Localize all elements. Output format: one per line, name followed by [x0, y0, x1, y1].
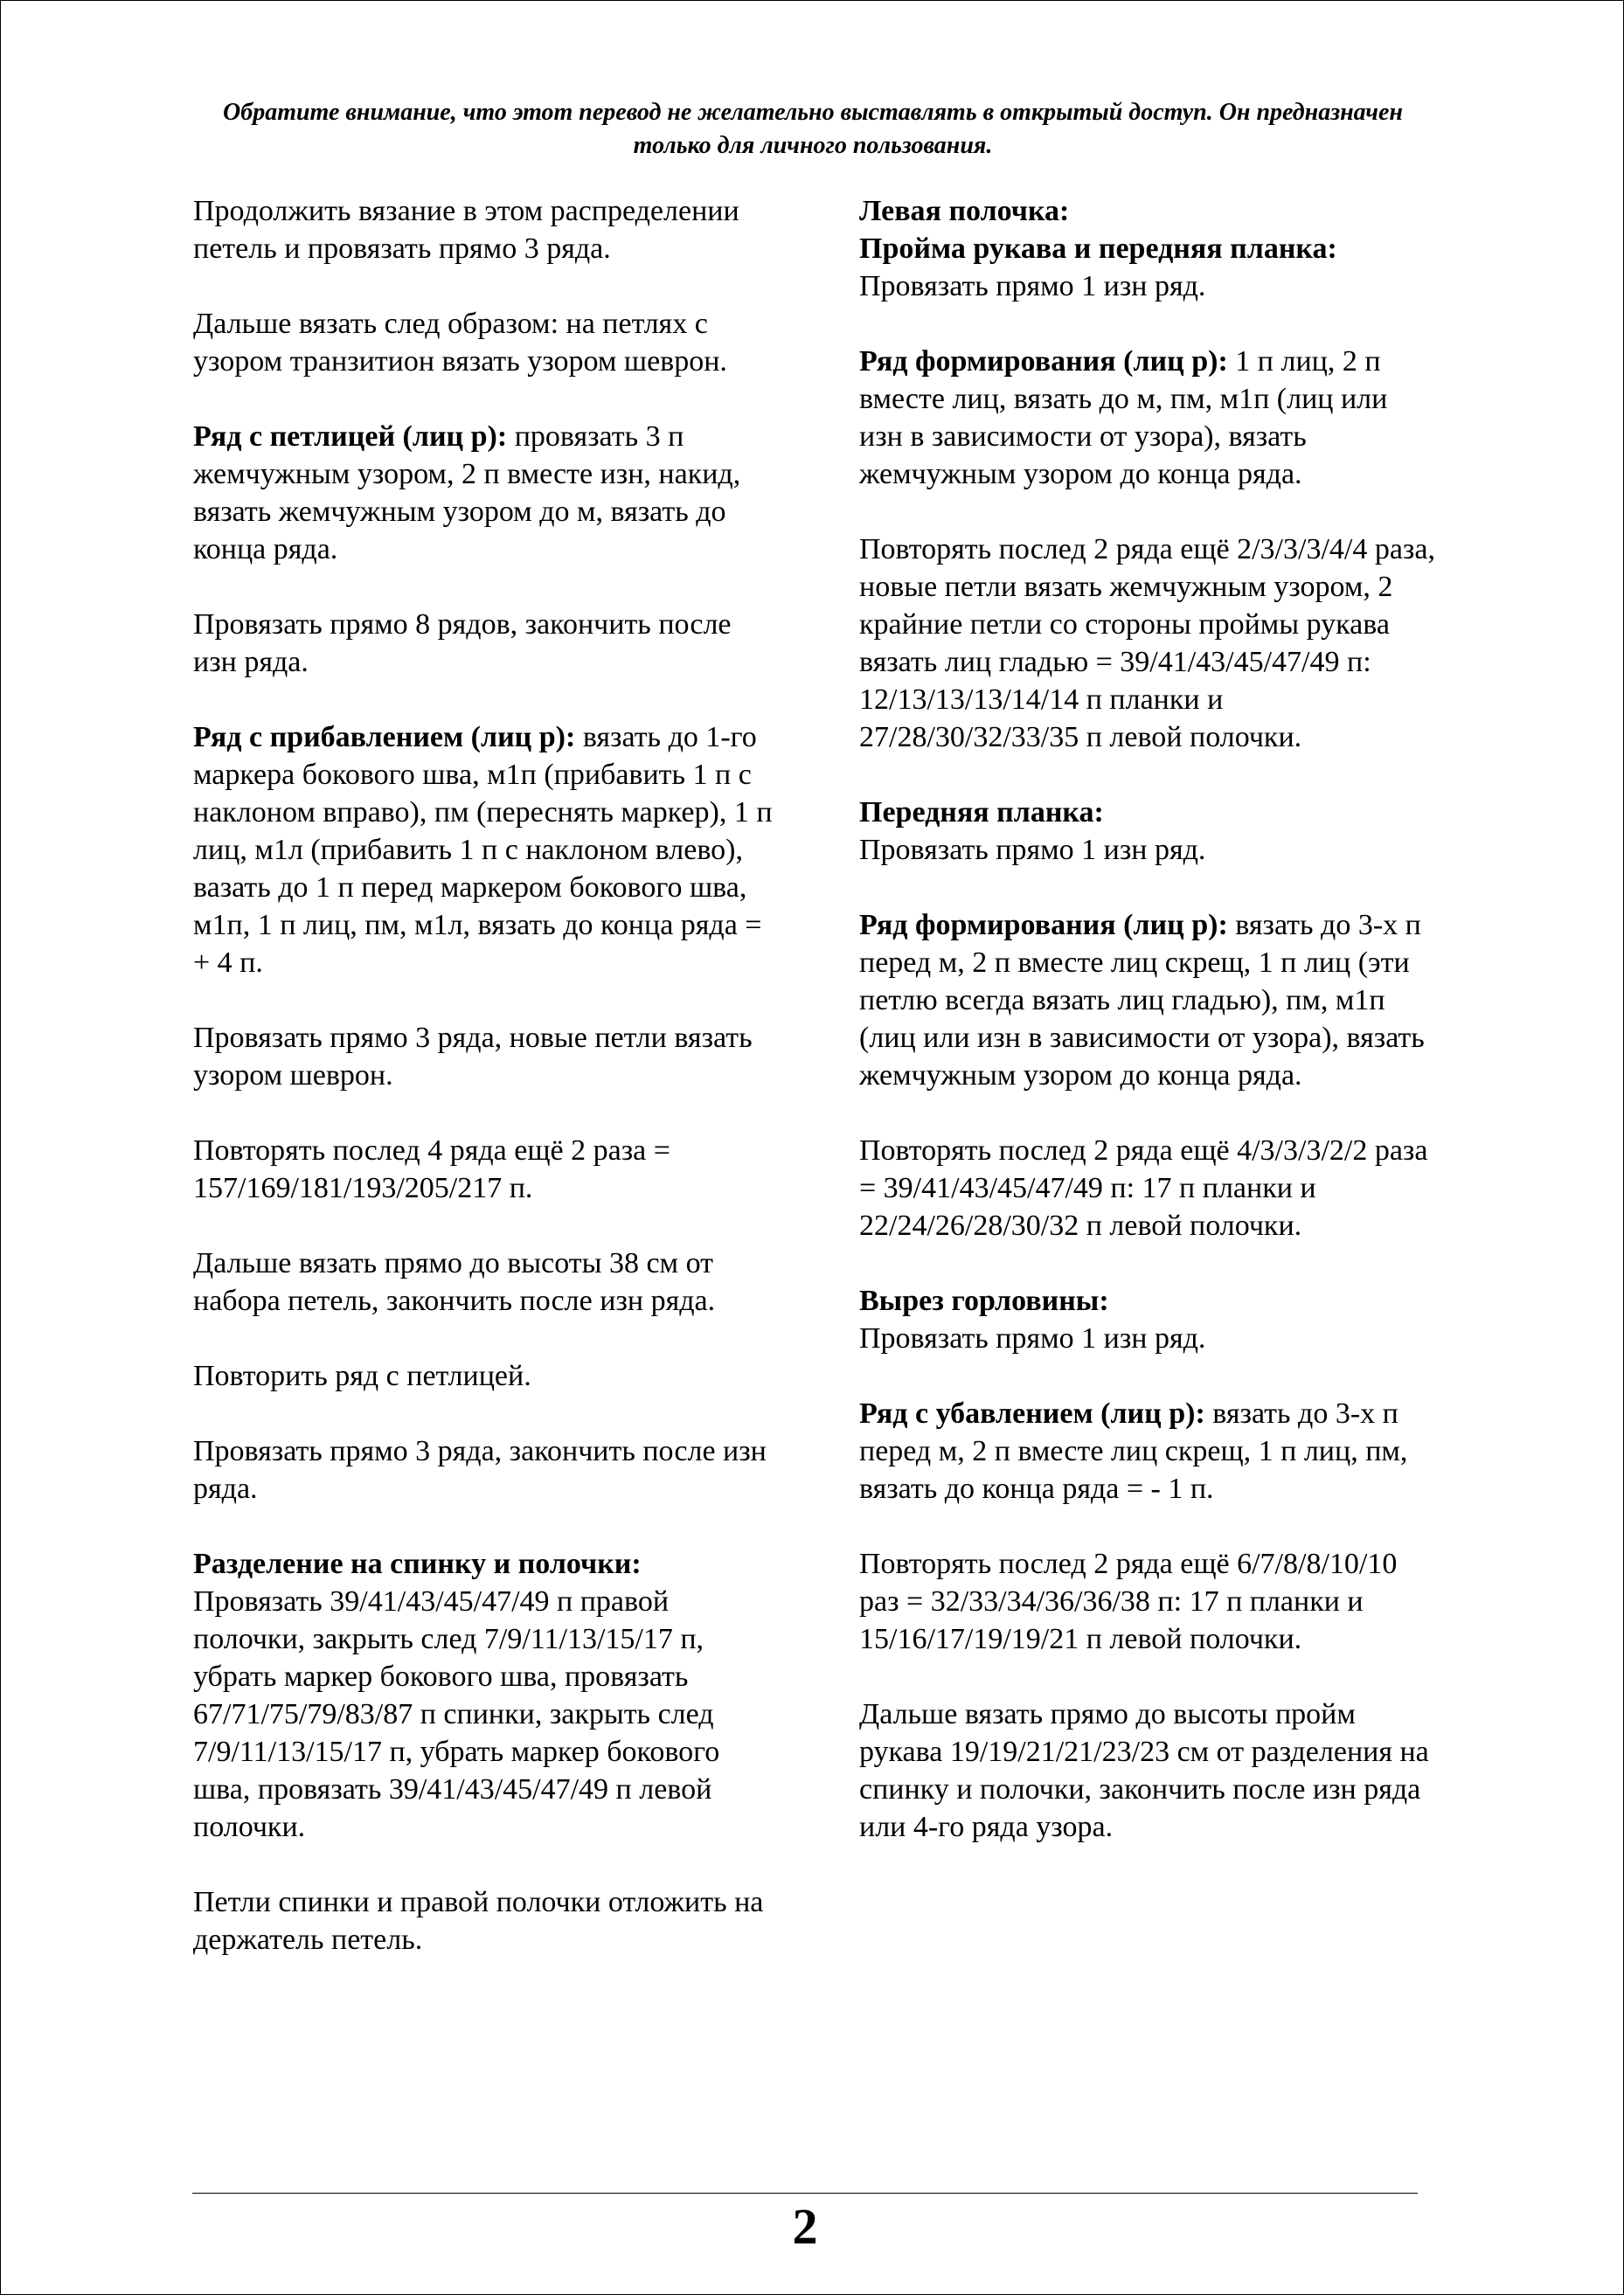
paragraph: [859, 1545, 1436, 1658]
paragraph-text: Провязать прямо 1 изн ряд.: [859, 1322, 1206, 1355]
paragraph: [859, 794, 1436, 869]
paragraph: [859, 530, 1436, 756]
paragraph: [193, 606, 779, 681]
paragraph: [859, 1282, 1436, 1357]
paragraph: [193, 305, 779, 380]
paragraph: [193, 1357, 779, 1395]
paragraph: [193, 1245, 779, 1320]
paragraph-heading: Ряд формирования (лиц р):: [859, 345, 1228, 378]
paragraph-text: Повторять послед 2 ряда ещё 2/3/3/3/4/4 раза, новые петли вязать жемчужным узором, 2 крайние петли со стороны проймы рукава вязать лиц гладью = 39/41/43/45/47/49 п: 12/13/13/13/14/14 п планки и 27/28/30/32/33/35 п левой полочки.: [859, 533, 1435, 753]
paragraph: [859, 1395, 1436, 1508]
section-heading: Разделение на спинку и полочки:: [193, 1548, 642, 1580]
paragraph-text: Провязать прямо 3 ряда, закончить после изн ряда.: [193, 1435, 767, 1505]
paragraph-text: провязать 3 п жемчужным узором, 2 п вместе изн, накид, вязать жемчужным узором до м, вязать до конца ряда.: [193, 420, 741, 565]
paragraph: [859, 1132, 1436, 1245]
section-heading: Левая полочка:: [859, 195, 1070, 227]
paragraph-heading: Ряд с петлицей (лиц р):: [193, 420, 508, 453]
paragraph: [193, 1883, 779, 1959]
paragraph-text: Дальше вязать прямо до высоты 38 см от набора петель, закончить после изн ряда.: [193, 1247, 716, 1317]
paragraph: [193, 192, 779, 267]
copyright-notice: Обратите внимание, что этот перевод не желательно выставлять в открытый доступ. Он предназначен только для личного пользования.: [223, 99, 1403, 159]
paragraph-text: Провязать прямо 1 изн ряд.: [859, 834, 1206, 866]
paragraph: [193, 1019, 779, 1094]
paragraph-text: Дальше вязать след образом: на петлях с узором транзитион вязать узором шеврон.: [193, 308, 727, 378]
paragraph-text: Дальше вязать прямо до высоты пройм рукава 19/19/21/21/23/23 см от разделения на спинку и полочки, закончить после изн ряда или 4-го ряда узора.: [859, 1698, 1429, 1843]
paragraph: [193, 1545, 779, 1846]
paragraph-heading: Ряд с прибавлением (лиц р):: [193, 721, 576, 753]
page-number: 2: [792, 2198, 818, 2255]
paragraph: [859, 906, 1436, 1094]
right-column: [859, 192, 1436, 1883]
paragraph: [859, 1695, 1436, 1846]
paragraph-text: Повторять послед 2 ряда ещё 6/7/8/8/10/10 раз = 32/33/34/36/36/38 п: 17 п планки и 15/16/17/19/19/21 п левой полочки.: [859, 1548, 1398, 1655]
paragraph-text: 1 п лиц, 2 п вместе лиц, вязать до м, пм, м1п (лиц или изн в зависимости от узора), вязать жемчужным узором до конца ряда.: [859, 345, 1388, 490]
paragraph-text: Провязать прямо 8 рядов, закончить после изн ряда.: [193, 608, 732, 678]
paragraph: [859, 192, 1436, 305]
section-heading: Вырез горловины:: [859, 1285, 1109, 1317]
paragraph-text: Провязать прямо 3 ряда, новые петли вязать узором шеврон.: [193, 1022, 753, 1092]
section-subheading: Пройма рукава и передняя планка:: [859, 232, 1337, 265]
paragraph: [193, 1432, 779, 1508]
section-heading: Передняя планка:: [859, 796, 1104, 829]
paragraph-text: Повторить ряд с петлицей.: [193, 1360, 531, 1392]
left-column: [193, 192, 779, 1996]
paragraph-text: Провязать прямо 1 изн ряд.: [859, 270, 1206, 302]
paragraph-text: вязать до 3-х п перед м, 2 п вместе лиц скрещ, 1 п лиц (эти петлю всегда вязать лиц гладью), пм, м1п (лиц или изн в зависимости от узора), вязать жемчужным узором до конца ряда.: [859, 909, 1425, 1092]
paragraph-text: вязать до 3-х п перед м, 2 п вместе лиц скрещ, 1 п лиц, пм, вязать до конца ряда = - 1 п.: [859, 1397, 1408, 1505]
paragraph-text: Повторять послед 4 ряда ещё 2 раза = 157/169/181/193/205/217 п.: [193, 1134, 670, 1204]
paragraph-heading: Ряд формирования (лиц р):: [859, 909, 1228, 941]
paragraph-heading: Ряд с убавлением (лиц р):: [859, 1397, 1205, 1430]
paragraph-text: Петли спинки и правой полочки отложить на держатель петель.: [193, 1886, 764, 1956]
paragraph: [193, 718, 779, 981]
paragraph: [859, 343, 1436, 493]
paragraph-text: Продолжить вязание в этом распределении петель и провязать прямо 3 ряда.: [193, 195, 739, 265]
paragraph-text: Повторять послед 2 ряда ещё 4/3/3/3/2/2 раза = 39/41/43/45/47/49 п: 17 п планки и 22/24/26/28/30/32 п левой полочки.: [859, 1134, 1428, 1242]
paragraph: [193, 418, 779, 568]
paragraph-text: вязать до 1-го маркера бокового шва, м1п (прибавить 1 п с наклоном вправо), пм (переснять маркер), 1 п лиц, м1л (прибавить 1 п с наклоном влево), вазать до 1 п перед маркером бокового шва, м1п, 1 п лиц, пм, м1л, вязать до конца ряда = + 4 п.: [193, 721, 773, 979]
paragraph: [193, 1132, 779, 1207]
paragraph-text: Провязать 39/41/43/45/47/49 п правой полочки, закрыть след 7/9/11/13/15/17 п, убрать маркер бокового шва, провязать 67/71/75/79/83/87 п спинки, закрыть след 7/9/11/13/15/17 п, убрать маркер бокового шва, провязать 39/41/43/45/47/49 п левой полочки.: [193, 1585, 720, 1843]
